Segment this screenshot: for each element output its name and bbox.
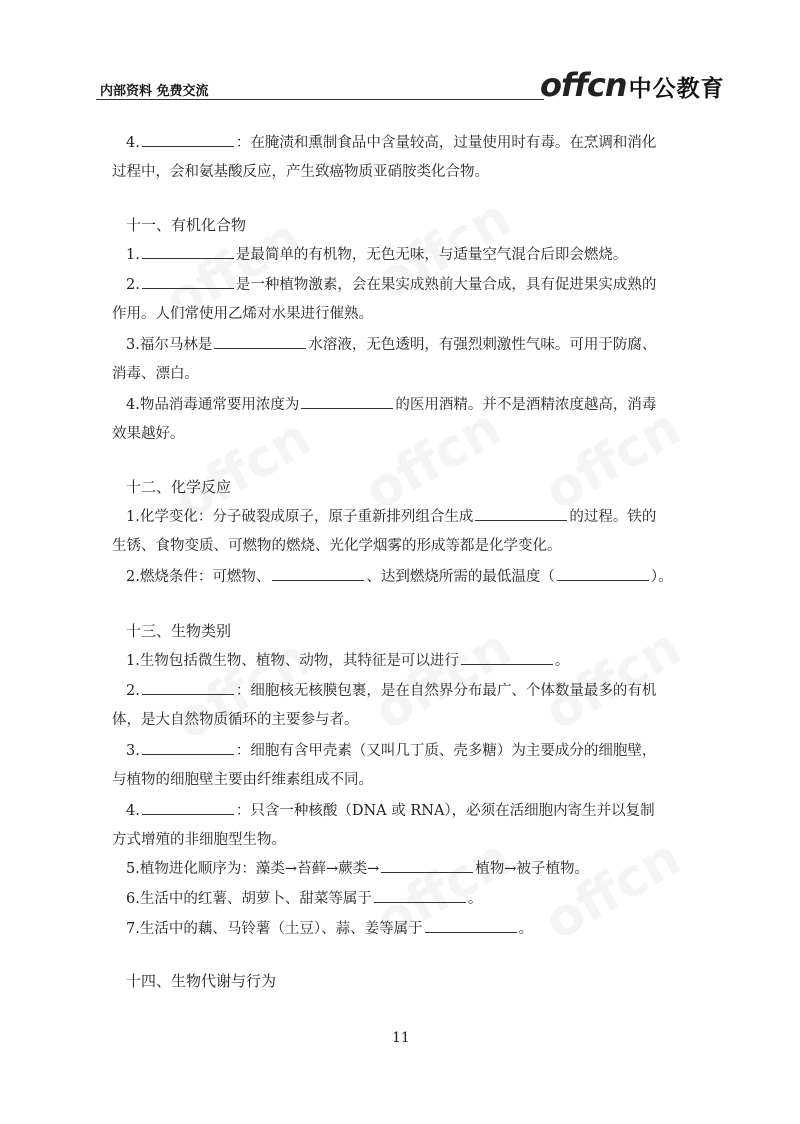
paragraph-continuation: 方式增殖的非细胞型生物。 bbox=[112, 832, 286, 848]
paragraph-continuation: 体，是大自然物质循环的主要参与者。 bbox=[112, 712, 359, 728]
watermark bbox=[535, 398, 691, 523]
paragraph-continuation: 与植物的细胞壁主要由纤维素组成不同。 bbox=[112, 772, 373, 788]
item-text: 。 bbox=[467, 891, 483, 907]
item-text: ：细胞核无核膜包裹，是在自然界分布最广、个体数量最多的有机 bbox=[235, 683, 657, 699]
answer-blank[interactable] bbox=[142, 132, 234, 147]
item-number: 2. bbox=[126, 683, 140, 699]
item-text: 1.化学变化：分子破裂成原子，原子重新排列组合生成 bbox=[126, 509, 474, 525]
offcn-logo bbox=[540, 66, 725, 104]
page-number: 11 bbox=[392, 1030, 410, 1046]
item-text: 7.生活中的藕、马铃薯（土豆）、蒜、姜等属于 bbox=[126, 921, 423, 937]
item-text: 。 bbox=[554, 653, 570, 669]
item-text: 3.福尔马林是 bbox=[126, 337, 213, 353]
section-title: 十二、化学反应 bbox=[126, 478, 232, 496]
question bbox=[126, 858, 589, 879]
item-text: 的过程。铁的 bbox=[569, 509, 657, 525]
question bbox=[126, 566, 673, 587]
paragraph-continuation: 生锈、食物变质、可燃物的燃烧、光化学烟雾的形成等都是化学变化。 bbox=[112, 538, 562, 554]
item-text: 2.燃烧条件：可燃物、 bbox=[126, 569, 271, 585]
question bbox=[126, 274, 656, 295]
paragraph bbox=[126, 132, 656, 153]
paragraph-continuation: 过程中，会和氨基酸反应，产生致癌物质亚硝胺类化合物。 bbox=[112, 164, 489, 180]
item-text: 1.生物包括微生物、植物、动物，其特征是可以进行 bbox=[126, 653, 459, 669]
logo-cn: 中公教育 bbox=[628, 76, 725, 102]
item-text: 水溶液，无色透明，有强烈刺激性气味。可用于防腐、 bbox=[308, 337, 657, 353]
question bbox=[126, 244, 627, 265]
item-text: 植物→被子植物。 bbox=[475, 861, 589, 877]
answer-blank[interactable] bbox=[142, 800, 234, 815]
item-number: 2. bbox=[126, 277, 140, 293]
question bbox=[126, 740, 656, 761]
answer-blank[interactable] bbox=[557, 566, 649, 581]
item-number: 4. bbox=[126, 803, 140, 819]
answer-blank[interactable] bbox=[425, 918, 517, 933]
answer-blank[interactable] bbox=[381, 858, 473, 873]
logo-en: offcn bbox=[540, 66, 627, 104]
section-title: 十一、有机化合物 bbox=[126, 216, 247, 234]
paragraph-continuation: 作用。人们常使用乙烯对水果进行催熟。 bbox=[112, 306, 373, 322]
question bbox=[126, 394, 656, 415]
header-rule bbox=[96, 99, 544, 100]
answer-blank[interactable] bbox=[214, 334, 306, 349]
answer-blank[interactable] bbox=[142, 244, 234, 259]
question bbox=[126, 888, 482, 909]
watermark bbox=[535, 828, 691, 953]
question bbox=[126, 506, 656, 527]
item-text: ：在腌渍和熏制食品中含量较高，过量使用时有毒。在烹调和消化 bbox=[235, 135, 657, 151]
item-text: 4.物品消毒通常要用浓度为 bbox=[126, 397, 300, 413]
item-text: ：细胞有含甲壳素（又叫几丁质、壳多糖）为主要成分的细胞壁， bbox=[235, 743, 657, 759]
section-title: 十四、生物代谢与行为 bbox=[126, 972, 277, 990]
section-title: 十三、生物类别 bbox=[126, 622, 232, 640]
item-text: 。 bbox=[518, 921, 534, 937]
question bbox=[126, 650, 569, 671]
answer-blank[interactable] bbox=[142, 274, 234, 289]
item-text: ：只含一种核酸（DNA 或 RNA），必须在活细胞内寄生并以复制 bbox=[235, 803, 655, 819]
paragraph-continuation: 效果越好。 bbox=[112, 426, 185, 442]
answer-blank[interactable] bbox=[142, 740, 234, 755]
question bbox=[126, 334, 656, 355]
item-text: 是一种植物激素，会在果实成熟前大量合成，具有促进果实成熟的 bbox=[235, 277, 657, 293]
item-text: ）。 bbox=[650, 569, 673, 585]
question bbox=[126, 680, 656, 701]
answer-blank[interactable] bbox=[374, 888, 466, 903]
question bbox=[126, 800, 655, 821]
header-left-text: 内部资料 免费交流 bbox=[100, 84, 209, 99]
paragraph-continuation: 消毒、漂白。 bbox=[112, 366, 199, 382]
item-text: 是最简单的有机物，无色无味，与适量空气混合后即会燃烧。 bbox=[235, 247, 628, 263]
answer-blank[interactable] bbox=[461, 650, 553, 665]
item-text: 5.植物进化顺序为：藻类→苔藓→蕨类→ bbox=[126, 861, 380, 877]
item-number: 3. bbox=[126, 743, 140, 759]
answer-blank[interactable] bbox=[475, 506, 567, 521]
item-text: 的医用酒精。并不是酒精浓度越高，消毒 bbox=[395, 397, 657, 413]
watermark bbox=[355, 398, 511, 523]
question bbox=[126, 918, 533, 939]
answer-blank[interactable] bbox=[272, 566, 364, 581]
answer-blank[interactable] bbox=[301, 394, 393, 409]
item-number: 4. bbox=[126, 135, 140, 151]
item-number: 1. bbox=[126, 247, 140, 263]
item-text: 6.生活中的红薯、胡萝卜、甜菜等属于 bbox=[126, 891, 372, 907]
item-text: 、达到燃烧所需的最低温度（ bbox=[366, 569, 555, 585]
answer-blank[interactable] bbox=[142, 680, 234, 695]
